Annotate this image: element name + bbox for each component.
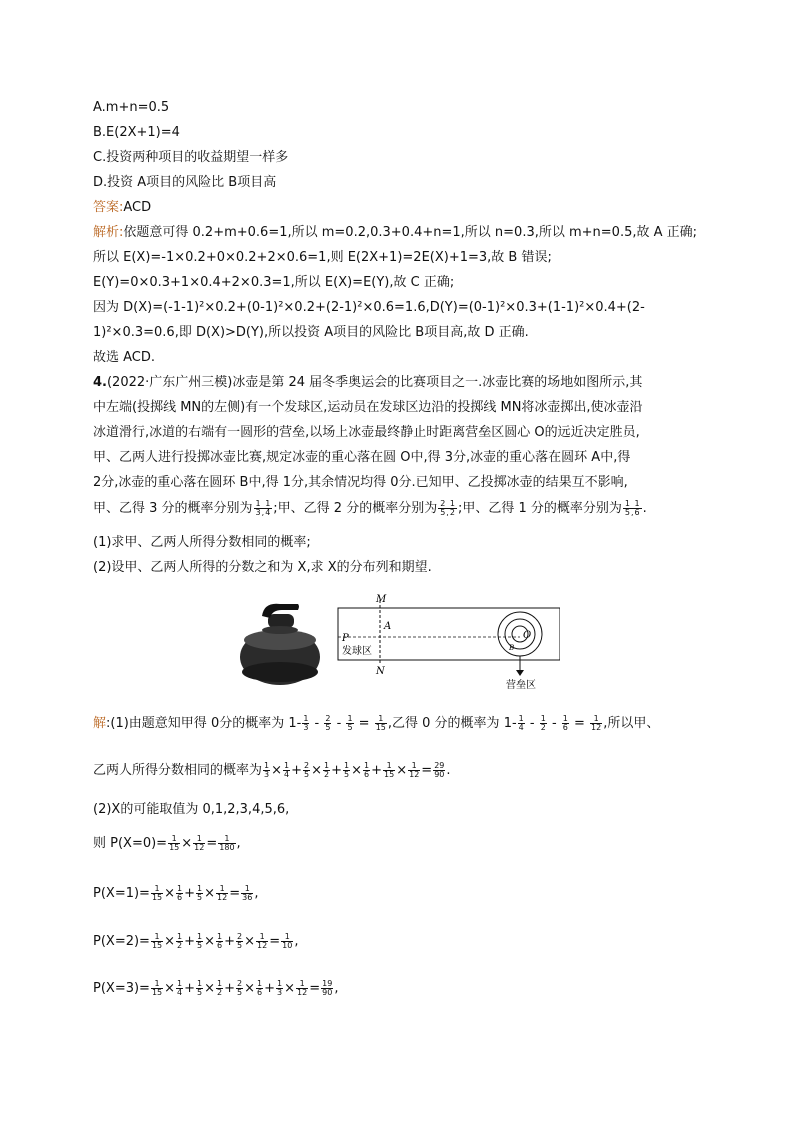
question-1: (1)求甲、乙两人所得分数相同的概率; (93, 535, 311, 550)
fraction: $\frac{1 1}{3,4}$ (255, 499, 271, 517)
option-a: A.m+n=0.5 (93, 100, 170, 115)
label-p: P (342, 633, 349, 644)
fraction: $\frac{2 1}{5,2}$ (440, 499, 455, 517)
analysis-line-2: 所以 E(X)=-1×0.2+0×0.2+2×0.6=1,则 E(2X+1)=2E(X)+1=3,故 B 错误; (93, 250, 552, 265)
answer-line (93, 200, 151, 216)
analysis-line-1: 解析:依题意可得 0.2+m+0.6=1,所以 m=0.2,0.3+0.4+n=1,所以 n=0.3,所以 m+n=0.5,故 A 正确; (93, 225, 698, 240)
solution-line-3: (2)X的可能取值为 0,1,2,3,4,5,6, (93, 802, 290, 817)
label-fq: 发球区 (342, 646, 372, 657)
answer-value: ACD (123, 200, 152, 215)
analysis-line-5: 1)²×0.3=0.6,即 D(X)>D(Y),所以投资 A项目的风险比 B项目高,故 D 正确. (93, 325, 529, 340)
arrow-down-icon (516, 670, 524, 676)
label-yl: 营垒区 (506, 680, 536, 691)
option-b: B.E(2X+1)=4 (93, 125, 180, 140)
solution-line-5: P(X=1)= $\frac{1}{15}$ × $\frac{1}{6}$ + $\frac{1}{5}$ × $\frac{1}{12}$ = $\frac{1}{36}$ , (93, 884, 259, 902)
curling-figure (240, 592, 560, 692)
option-d: D.投资 A项目的风险比 B项目高 (93, 175, 277, 190)
label-b: B (509, 644, 515, 652)
analysis-line-3: E(Y)=0×0.3+1×0.4+2×0.3=1,所以 E(X)=E(Y),故 C 正确; (93, 275, 455, 290)
problem-line-2: 中左端(投掷线 MN的左侧)有一个发球区,运动员在发球区边沿的投掷线 MN将冰壶掷出,使冰壶沿 (93, 400, 643, 415)
label-a: A (384, 621, 392, 632)
analysis-label: 解析: (93, 225, 124, 240)
answer-label: 答案: (93, 200, 124, 215)
solution-label: 解 (93, 716, 107, 731)
analysis-line-6: 故选 ACD. (93, 350, 156, 365)
label-n: N (376, 666, 385, 677)
problem-number: 4. (93, 375, 107, 390)
solution-line-7: P(X=3)= $\frac{1}{15}$ × $\frac{1}{4}$ + $\frac{1}{5}$ × $\frac{1}{2}$ + $\frac{2}{5}$ × $\frac{1}{6}$ + $\frac{1}{3}$ × $\frac{1}{12}$ = $\frac{19}{90}$ , (93, 979, 339, 997)
question-2: (2)设甲、乙两人所得的分数之和为 X,求 X的分布列和期望. (93, 560, 432, 575)
probability-line: 甲、乙得 3 分的概率分别为 $\frac{1 1}{3,4}$ ;甲、乙得 2 分的概率分别为 $\frac{2 1}{5,2}$ ;甲、乙得 1 分的概率分别为 $\frac{1 1}{5,6}$ . (93, 499, 647, 517)
problem-line-3: 冰道滑行,冰道的右端有一圆形的营垒,以场上冰壶最终静止时距离营垒区圆心 O的远近决定胜员, (93, 425, 640, 440)
solution-line-1: 解:(1)由题意知甲得 0分的概率为 1- $\frac{1}{3}$ - $\frac{2}{5}$ - $\frac{1}{5}$ = $\frac{1}{15}$ ,乙得 0 分的概率为 1- $\frac{1}{4}$ - $\frac{1}{2}$ - $\frac{1}{6}$ = $\frac{1}{12}$ ,所以甲、 (93, 714, 660, 732)
fraction: $\frac{1 1}{5,6}$ (624, 499, 640, 517)
solution-line-2: 乙两人所得分数相同的概率为 $\frac{1}{3}$ × $\frac{1}{4}$ + $\frac{2}{5}$ × $\frac{1}{2}$ + $\frac{1}{5}$ × $\frac{1}{6}$ + $\frac{1}{15}$ × $\frac{1}{12}$ = $\frac{29}{90}$ . (93, 761, 451, 779)
problem-line-4: 甲、乙两人进行投掷冰壶比赛,规定冰壶的重心落在圆 O中,得 3分,冰壶的重心落在圆环 A中,得 (93, 450, 631, 465)
analysis-line-4: 因为 D(X)=(-1-1)²×0.2+(0-1)²×0.2+(2-1)²×0.6=1.6,D(Y)=(0-1)²×0.3+(1-1)²×0.4+(2- (93, 300, 645, 315)
curling-stone-image (240, 604, 320, 685)
problem-line-1: 4.(2022·广东广州三模)冰壶是第 24 届冬季奥运会的比赛项目之一.冰壶比赛的场地如图所示,其 (93, 375, 643, 390)
problem-line-5: 2分,冰壶的重心落在圆环 B中,得 1分,其余情况均得 0分.已知甲、乙投掷冰壶的结果互不影响, (93, 475, 628, 490)
option-c: C.投资两种项目的收益期望一样多 (93, 150, 289, 165)
solution-line-4: 则 P(X=0)= $\frac{1}{15}$ × $\frac{1}{12}$ = $\frac{1}{180}$ , (93, 834, 241, 852)
solution-line-6: P(X=2)= $\frac{1}{15}$ × $\frac{1}{2}$ + $\frac{1}{5}$ × $\frac{1}{6}$ + $\frac{2}{5}$ × $\frac{1}{12}$ = $\frac{1}{10}$ , (93, 932, 299, 950)
label-o: O (523, 630, 532, 641)
label-m: M (376, 594, 387, 605)
